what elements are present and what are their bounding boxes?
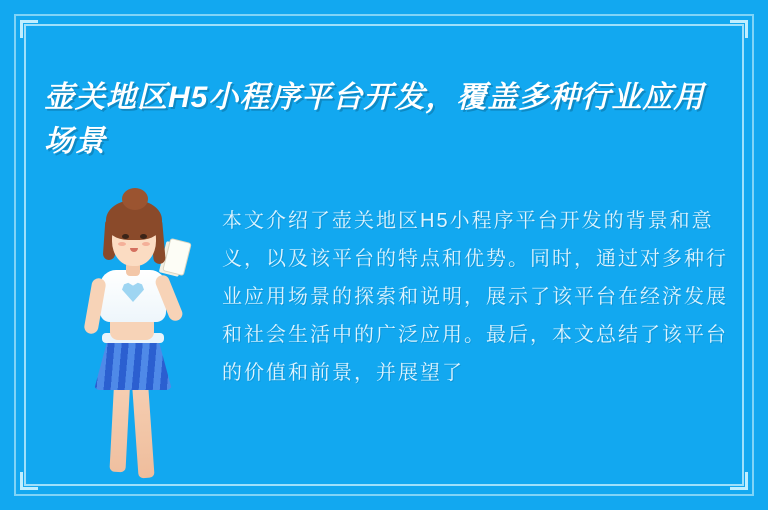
corner-ornament-top-left [20,20,38,38]
illustration-eye-left [122,234,129,239]
page-title: 壶关地区H5小程序平台开发，覆盖多种行业应用场景 [44,81,705,158]
corner-ornament-top-right [730,20,748,38]
illustration-blush-left [118,242,126,246]
playing-cards-icon [162,238,192,276]
article-summary: 本文介绍了壶关地区H5小程序平台开发的背景和意义，以及该平台的特点和优势。同时，通过对多种行业应用场景的探索和说明，展示了该平台在经济发展和社会生活中的广泛应用。最后，本文总结了该平台的价值和前景，并展望了 [222,210,728,384]
illustration-hair-bun [122,188,148,210]
corner-ornament-bottom-right [730,472,748,490]
illustration-skirt [94,338,172,390]
cartoon-girl-illustration [62,178,202,478]
illustration-blush-right [142,242,150,246]
illustration-eye-right [140,234,147,239]
corner-ornament-bottom-left [20,472,38,490]
